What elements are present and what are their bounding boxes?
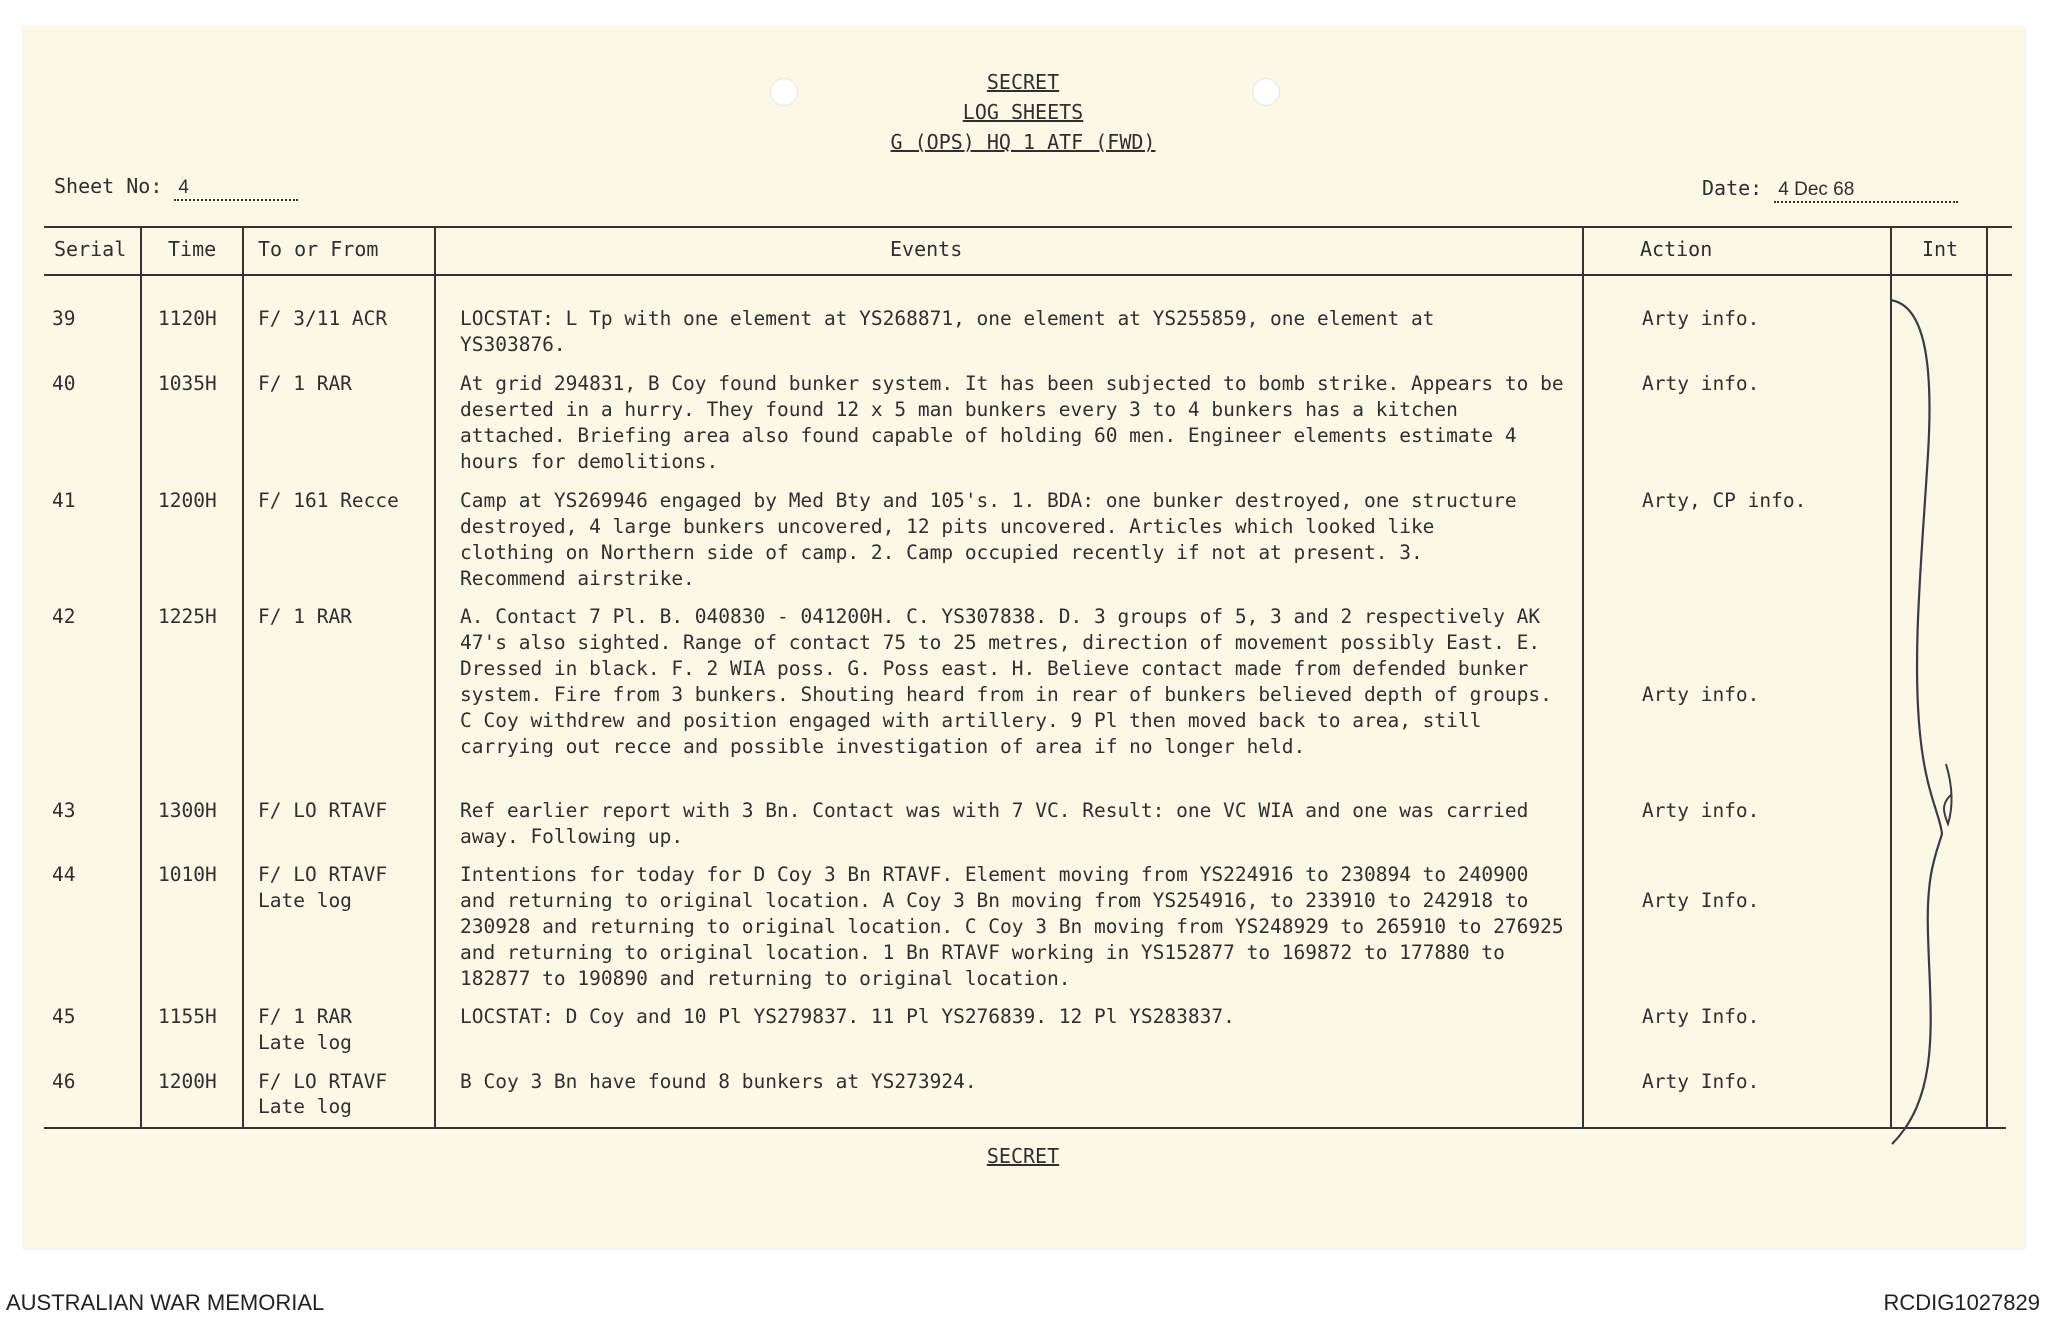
row-events: Intentions for today for D Coy 3 Bn RTAVF. Element moving from YS224916 to 230894 to 240900 and returning to original location. A Coy 3 Bn moving from YS254916, to 233910 to 242918 to 230928 and returning to original location. C Coy 3 Bn moving from YS248929 to 265910 to 276925 and returning to original location. 1 Bn RTAVF working in YS152877 to 169872 to 177880 to 182877 to 190890 and returning to original location. <box>460 863 1564 990</box>
row-serial: 43 <box>52 799 76 822</box>
row-to-from: F/ 1 RAR <box>258 372 352 395</box>
row-action: Arty Info. <box>1642 889 1760 912</box>
row-to-from: F/ LO RTAVF Late log <box>258 863 388 912</box>
row-to-from: F/ 3/11 ACR <box>258 307 388 330</box>
row-serial: 39 <box>52 307 76 330</box>
column-divider <box>434 226 436 1129</box>
handwritten-brace-mark <box>1882 294 1972 1174</box>
row-time: 1155H <box>158 1005 217 1028</box>
row-action: Arty info. <box>1642 372 1760 395</box>
row-events: At grid 294831, B Coy found bunker system. It has been subjected to bomb strike. Appears to be deserted in a hurry. They found 12 x 5 man bunkers every 3 to 4 bunkers has a kitchen attached. Briefing area also found capable of holding 60 men. Engineer elements estimate 4 hours for demolitions. <box>460 372 1564 473</box>
column-divider <box>140 226 142 1129</box>
row-to-from: F/ 1 RAR <box>258 605 352 628</box>
row-to-from: F/ LO RTAVF <box>258 799 388 822</box>
row-events: Camp at YS269946 engaged by Med Bty and 105's. 1. BDA: one bunker destroyed, one structure destroyed, 4 large bunkers uncovered, 12 pits uncovered. Articles which looked like clothing on Northern side of camp. 2. Camp occupied recently if not at present. 3. Recommend airstrike. <box>460 489 1517 590</box>
row-action: Arty info. <box>1642 683 1760 706</box>
row-to-from: F/ 1 RAR Late log <box>258 1005 352 1054</box>
row-serial: 42 <box>52 605 76 628</box>
row-events: B Coy 3 Bn have found 8 bunkers at YS273924. <box>460 1070 977 1093</box>
row-serial: 46 <box>52 1070 76 1093</box>
classification-footer: SECRET <box>986 1144 1060 1168</box>
table-right-border <box>1986 226 1988 1129</box>
row-events: Ref earlier report with 3 Bn. Contact was with 7 VC. Result: one VC WIA and one was carried away. Following up. <box>460 799 1529 848</box>
row-action: Arty info. <box>1642 799 1760 822</box>
row-action: Arty Info. <box>1642 1070 1760 1093</box>
archive-caption: AUSTRALIAN WAR MEMORIAL <box>6 1290 325 1315</box>
log-sheet-page <box>22 26 2024 1248</box>
column-header-int: Int <box>1922 237 1959 261</box>
row-time: 1200H <box>158 1070 217 1093</box>
row-to-from: F/ 161 Recce <box>258 489 399 512</box>
row-time: 1120H <box>158 307 217 330</box>
table-header-rule <box>44 274 2012 276</box>
column-header-action: Action <box>1640 237 1713 261</box>
row-events: A. Contact 7 Pl. B. 040830 - 041200H. C. YS307838. D. 3 groups of 5, 3 and 2 respectively AK 47's also sighted. Range of contact 75 to 25 metres, direction of movement possibly East. E. Dressed in black. F. 2 WIA poss. G. Poss east. H. Believe contact made from defended bunker system. Fire from 3 bunkers. Shouting heard from in rear of bunkers believed depth of groups. C Coy withdrew and position engaged with artillery. 9 Pl then moved back to area, still carrying out recce and possible investigation of area if no longer held. <box>460 605 1552 758</box>
column-header-events: Events <box>890 237 963 261</box>
row-events: LOCSTAT: D Coy and 10 Pl YS279837. 11 Pl YS276839. 12 Pl YS283837. <box>460 1005 1235 1028</box>
row-time: 1200H <box>158 489 217 512</box>
document-title: LOG SHEETS <box>962 100 1084 124</box>
row-serial: 41 <box>52 489 76 512</box>
row-time: 1225H <box>158 605 217 628</box>
row-serial: 44 <box>52 863 76 886</box>
row-time: 1035H <box>158 372 217 395</box>
row-serial: 40 <box>52 372 76 395</box>
column-header-time: Time <box>168 237 217 261</box>
column-divider <box>242 226 244 1129</box>
row-to-from: F/ LO RTAVF Late log <box>258 1070 388 1118</box>
row-time: 1300H <box>158 799 217 822</box>
column-divider <box>1582 226 1584 1129</box>
sheet-number: Sheet No: 4 <box>54 174 298 201</box>
table-bottom-rule <box>44 1127 2006 1129</box>
sheet-date: Date: 4 Dec 68 <box>1702 176 1958 203</box>
row-events: LOCSTAT: L Tp with one element at YS268871, one element at YS255859, one element at YS303876. <box>460 307 1435 356</box>
unit-heading: G (OPS) HQ 1 ATF (FWD) <box>890 130 1156 154</box>
row-action: Arty Info. <box>1642 1005 1760 1028</box>
row-action: Arty info. <box>1642 307 1760 330</box>
table-top-rule <box>44 226 2012 228</box>
row-time: 1010H <box>158 863 217 886</box>
record-id-caption: RCDIG1027829 <box>1883 1290 2040 1315</box>
row-serial: 45 <box>52 1005 76 1028</box>
column-header-to-from: To or From <box>258 237 379 261</box>
column-header-serial: Serial <box>54 237 127 261</box>
classification-header: SECRET <box>986 70 1060 94</box>
row-action: Arty, CP info. <box>1642 489 1807 512</box>
